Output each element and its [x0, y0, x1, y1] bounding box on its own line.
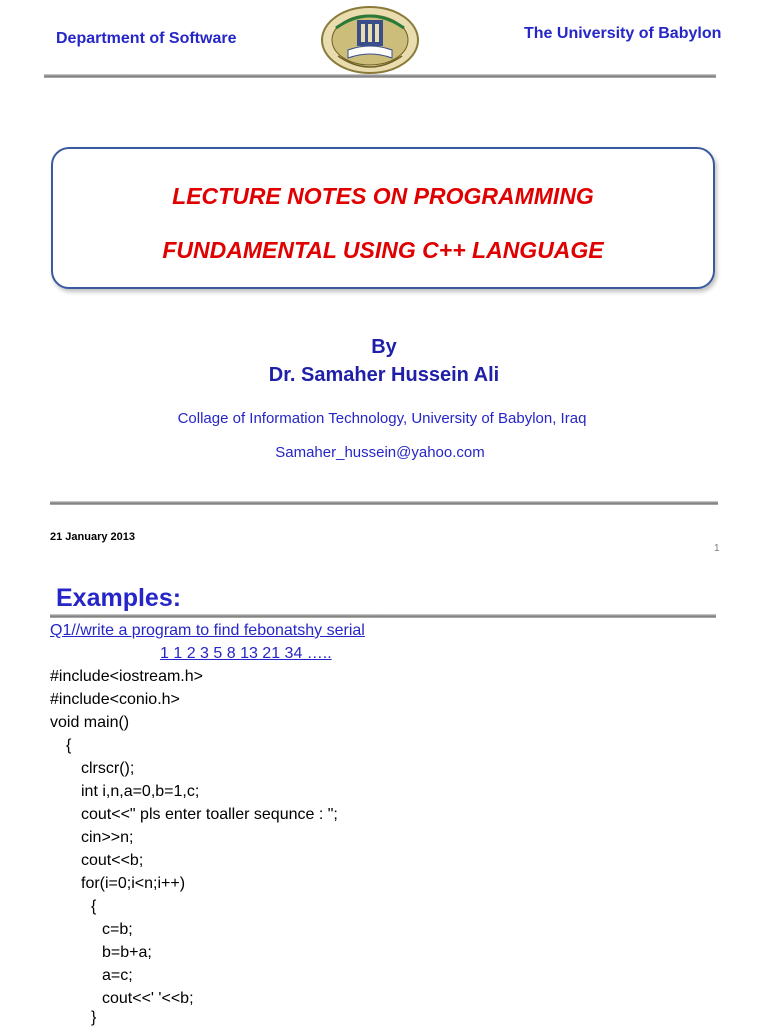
code-line: void main()	[50, 714, 130, 731]
code-line: clrscr();	[81, 760, 135, 777]
author-name: Dr. Samaher Hussein Ali	[268, 364, 500, 386]
code-line: b=b+a;	[102, 944, 152, 961]
question-text: Q1//write a program to find febonatshy serial	[50, 622, 365, 639]
code-line: int i,n,a=0,b=1,c;	[81, 783, 200, 800]
code-line: for(i=0;i<n;i++)	[81, 875, 186, 892]
lecture-date: 21 January 2013	[50, 531, 136, 543]
department-label: Department of Software	[56, 30, 237, 47]
examples-divider	[50, 614, 716, 618]
title-line-1: LECTURE NOTES ON PROGRAMMING	[172, 183, 594, 209]
examples-heading: Examples:	[56, 584, 182, 612]
code-line: cout<<" pls enter toaller sequnce : ";	[81, 806, 338, 823]
code-line: cin>>n;	[81, 829, 134, 846]
sequence-text: 1 1 2 3 5 8 13 21 34 …..	[160, 645, 332, 662]
code-line: cout<<' '<<b;	[102, 990, 194, 1007]
author-affiliation: Collage of Information Technology, University of Babylon, Iraq	[177, 410, 587, 427]
code-line: cout<<b;	[81, 852, 144, 869]
title-line-2: FUNDAMENTAL USING C++ LANGUAGE	[162, 237, 604, 263]
code-line: a=c;	[102, 967, 133, 984]
university-logo	[320, 6, 420, 74]
header-divider	[44, 74, 716, 78]
author-email: Samaher_hussein@yahoo.com	[275, 444, 485, 461]
university-label: The University of Babylon	[524, 25, 722, 42]
code-line: c=b;	[102, 921, 133, 938]
code-line: #include<conio.h>	[50, 691, 180, 708]
code-line: }	[91, 1009, 97, 1026]
footer-divider	[50, 501, 718, 505]
by-label: By	[371, 336, 397, 358]
title-box	[51, 147, 715, 289]
code-line: #include<iostream.h>	[50, 668, 203, 685]
code-line: {	[91, 898, 97, 915]
code-line: {	[66, 737, 72, 754]
page-number: 1	[714, 543, 720, 554]
